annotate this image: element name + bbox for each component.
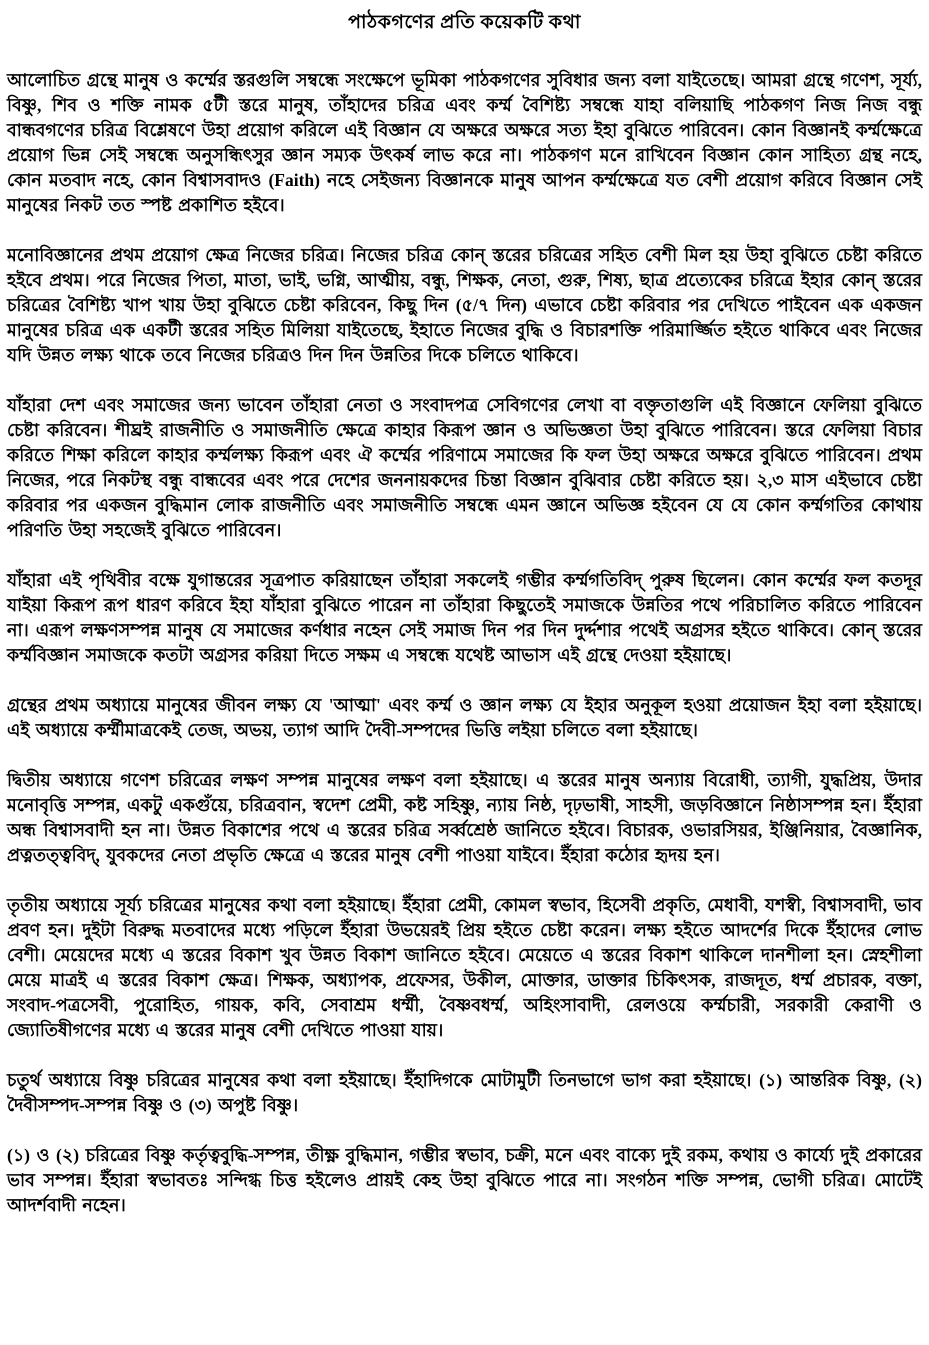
paragraph-5: গ্রন্থের প্রথম অধ্যায়ে মানুষের জীবন লক্ষ্য যে 'আত্মা' এবং কর্ম্ম ও জ্ঞান লক্ষ্য যে ইহার অনুকূল হওয়া প্রয়োজন ইহা বলা হইয়াছে। এই অধ্যায়ে কর্ম্মীমাত্রকেই তেজ, অভয়, ত্যাগ আদি দৈবী-সম্পদের ভিত্তি লইয়া চলিতে বলা হইয়াছে। <box>7 695 922 740</box>
paragraph-1: আলোচিত গ্রন্থে মানুষ ও কর্ম্মের স্তরগুলি সম্বন্ধে সংক্ষেপে ভূমিকা পাঠকগণের সুবিধার জন্য বলা যাইতেছে। আমরা গ্রন্থে গণেশ, সূর্য্য, বিষ্ণু, শিব ও শক্তি নামক ৫টী স্তরে মানুষ, তাঁহাদের চরিত্র এবং কর্ম্ম বৈশিষ্ট্য সম্বন্ধে যাহা বলিয়াছি পাঠকগণ নিজ নিজ বন্ধু বান্ধবগণের চরিত্র বিশ্লেষণে উহা প্রয়োগ করিলে এই বিজ্ঞান যে অক্ষরে অক্ষরে সত্য ইহা বুঝিতে পারিবেন। কোন বিজ্ঞানই কর্ম্মক্ষেত্রে প্রয়োগ ভিন্ন সেই সম্বন্ধে অনুসন্ধিৎসুর জ্ঞান সম্যক উৎকর্ষ লাভ করে না। পাঠকগণ মনে রাখিবেন বিজ্ঞান কোন সাহিত্য গ্রন্থ নহে, কোন মতবাদ নহে, কোন বিশ্বাসবাদও (Faith) নহে সেইজন্য বিজ্ঞানকে মানুষ আপন কর্ম্মক্ষেত্রে যত বেশী প্রয়োগ করিবে বিজ্ঞান সেই মানুষের নিকট তত স্পষ্ট প্রকাশিত হইবে। <box>7 70 922 215</box>
paragraph-3: যাঁহারা দেশ এবং সমাজের জন্য ভাবেন তাঁহারা নেতা ও সংবাদপত্র সেবিগণের লেখা বা বক্তৃতাগুলি এই বিজ্ঞানে ফেলিয়া বুঝিতে চেষ্টা করিবেন। শীঘ্রই রাজনীতি ও সমাজনীতি ক্ষেত্রে কাহার কিরূপ জ্ঞান ও অভিজ্ঞতা উহা বুঝিতে পারিবেন। স্তরে ফেলিয়া বিচার করিতে শিক্ষা করিলে কাহার কর্ম্মলক্ষ্য কিরূপ এবং ঐ কর্ম্মের পরিণামে সমাজের কি ফল উহা অক্ষরে অক্ষরে বুঝিতে পারিবেন। প্রথম নিজের, পরে নিকটস্থ বন্ধু বান্ধবের এবং পরে দেশের জননায়কদের চিন্তা বিজ্ঞান বুঝিবার চেষ্টা করিতে হয়। ২,৩ মাস এইভাবে চেষ্টা করিবার পর একজন বুদ্ধিমান লোক রাজনীতি এবং সমাজনীতি সম্বন্ধে এমন জ্ঞানে অভিজ্ঞ হইবেন যে যে কোন কর্ম্মগতির কোথায় পরিণতি উহা সহজেই বুঝিতে পারিবেন। <box>7 395 922 540</box>
page-title: পাঠকগণের প্রতি কয়েকটি কথা <box>348 12 581 33</box>
paragraph-9: (১) ও (২) চরিত্রের বিষ্ণু কর্তৃত্ববুদ্ধি-সম্পন্ন, তীক্ষ্ণ বুদ্ধিমান, গম্ভীর স্বভাব, চক্রী, মনে এবং বাক্যে দুই রকম, কথায় ও কার্য্যে দুই প্রকারের ভাব সম্পন্ন। ইঁহারা স্বভাবতঃ সন্দিগ্ধ চিত্ত হইলেও প্রায়ই কেহ উহা বুঝিতে পারে না। সংগঠন শক্তি সম্পন্ন, ভোগী চরিত্র। মোটেই আদর্শবাদী নহেন। <box>7 1145 922 1215</box>
paragraph-8: চতুর্থ অধ্যায়ে বিষ্ণু চরিত্রের মানুষের কথা বলা হইয়াছে। ইঁহাদিগকে মোটামুটী তিনভাগে ভাগ করা হইয়াছে। (১) আন্তরিক বিষ্ণু, (২) দৈবীসম্পদ-সম্পন্ন বিষ্ণু ও (৩) অপুষ্ট বিষ্ণু। <box>7 1070 922 1115</box>
paragraph-6: দ্বিতীয় অধ্যায়ে গণেশ চরিত্রের লক্ষণ সম্পন্ন মানুষের লক্ষণ বলা হইয়াছে। এ স্তরের মানুষ অন্যায় বিরোধী, ত্যাগী, যুদ্ধপ্রিয়, উদার মনোবৃত্তি সম্পন্ন, একটু একগুঁয়ে, চরিত্রবান, স্বদেশ প্রেমী, কষ্ট সহিষ্ণু, ন্যায় নিষ্ঠ, দৃঢ়ভাষী, সাহসী, জড়বিজ্ঞানে নিষ্ঠাসম্পন্ন হন। ইঁহারা অন্ধ বিশ্বাসবাদী হন না। উন্নত বিকাশের পথে এ স্তরের চরিত্র সর্ব্বশ্রেষ্ঠ জানিতে হইবে। বিচারক, ওভারসিয়র, ইঞ্জিনিয়ার, বৈজ্ঞানিক, প্রত্নতত্ত্ববিদ্, যুবকদের নেতা প্রভৃতি ক্ষেত্রে এ স্তরের মানুষ বেশী পাওয়া যাইবে। ইঁহারা কঠোর হৃদয় হন। <box>7 770 922 865</box>
paragraph-7: তৃতীয় অধ্যায়ে সূর্য্য চরিত্রের মানুষের কথা বলা হইয়াছে। ইঁহারা প্রেমী, কোমল স্বভাব, হিসেবী প্রকৃতি, মেধাবী, যশস্বী, বিশ্বাসবাদী, ভাব প্রবণ হন। দুইটা বিরুদ্ধ মতবাদের মধ্যে পড়িলে ইঁহারা উভয়েরই প্রিয় হইতে চেষ্টা করেন। লক্ষ্য হইতে আদর্শের দিকে ইঁহাদের লোভ বেশী। মেয়েদের মধ্যে এ স্তরের বিকাশ খুব উন্নত বিকাশ জানিতে হইবে। মেয়েতে এ স্তরের বিকাশ থাকিলে দানশীলা হন। স্নেহশীলা মেয়ে মাত্রই এ স্তরের বিকাশ ক্ষেত্র। শিক্ষক, অধ্যাপক, প্রফেসর, উকীল, মোক্তার, ডাক্তার চিকিৎসক, রাজদূত, ধর্ম্ম প্রচারক, বক্তা, সংবাদ-পত্রসেবী, পুরোহিত, গায়ক, কবি, সেবাশ্রম ধর্ম্মী, বৈষ্ণবধর্ম্ম, অহিংসাবাদী, রেলওয়ে কর্ম্মচারী, সরকারী কেরাণী ও জ্যোতিষীগণের মধ্যে এ স্তরের মানুষ বেশী দেখিতে পাওয়া যায়। <box>7 895 922 1040</box>
paragraph-4: যাঁহারা এই পৃথিবীর বক্ষে যুগান্তরের সূত্রপাত করিয়াছেন তাঁহারা সকলেই গম্ভীর কর্ম্মগতিবিদ্ পুরুষ ছিলেন। কোন কর্ম্মের ফল কতদূর যাইয়া কিরূপ রূপ ধারণ করিবে ইহা যাঁহারা বুঝিতে পারেন না তাঁহারা কিছুতেই সমাজকে উন্নতির পথে পরিচালিত করিতে পারিবেন না। এরূপ লক্ষণসম্পন্ন মানুষ যে সমাজের কর্ণধার নহেন সেই সমাজ দিন পর দিন দুর্দ্দশার পথেই অগ্রসর হইতে থাকিবে। কোন্ স্তরের কর্ম্মবিজ্ঞান সমাজকে কতটা অগ্রসর করিয়া দিতে সক্ষম এ সম্বন্ধে যথেষ্ট আভাস এই গ্রন্থে দেওয়া হইয়াছে। <box>7 570 922 665</box>
paragraph-2: মনোবিজ্ঞানের প্রথম প্রয়োগ ক্ষেত্র নিজের চরিত্র। নিজের চরিত্র কোন্ স্তরের চরিত্রের সহিত বেশী মিল হয় উহা বুঝিতে চেষ্টা করিতে হইবে প্রথম। পরে নিজের পিতা, মাতা, ভাই, ভগ্নি, আত্মীয়, বন্ধু, শিক্ষক, নেতা, গুরু, শিষ্য, ছাত্র প্রত্যেকের চরিত্রে ইহার কোন্ স্তরের চরিত্রের বৈশিষ্ট্য খাপ খায় উহা বুঝিতে চেষ্টা করিবেন, কিছু দিন (৫/৭ দিন) এভাবে চেষ্টা করিবার পর দেখিতে পাইবেন এক একজন মানুষের চরিত্র এক একটী স্তরের সহিত মিলিয়া যাইতেছে, ইহাতে নিজের বুদ্ধি ও বিচারশক্তি পরিমার্জ্জিত হইতে থাকিবে এবং নিজের যদি উন্নত লক্ষ্য থাকে তবে নিজের চরিত্রও দিন দিন উন্নতির দিকে চলিতে থাকিবে। <box>7 245 922 365</box>
